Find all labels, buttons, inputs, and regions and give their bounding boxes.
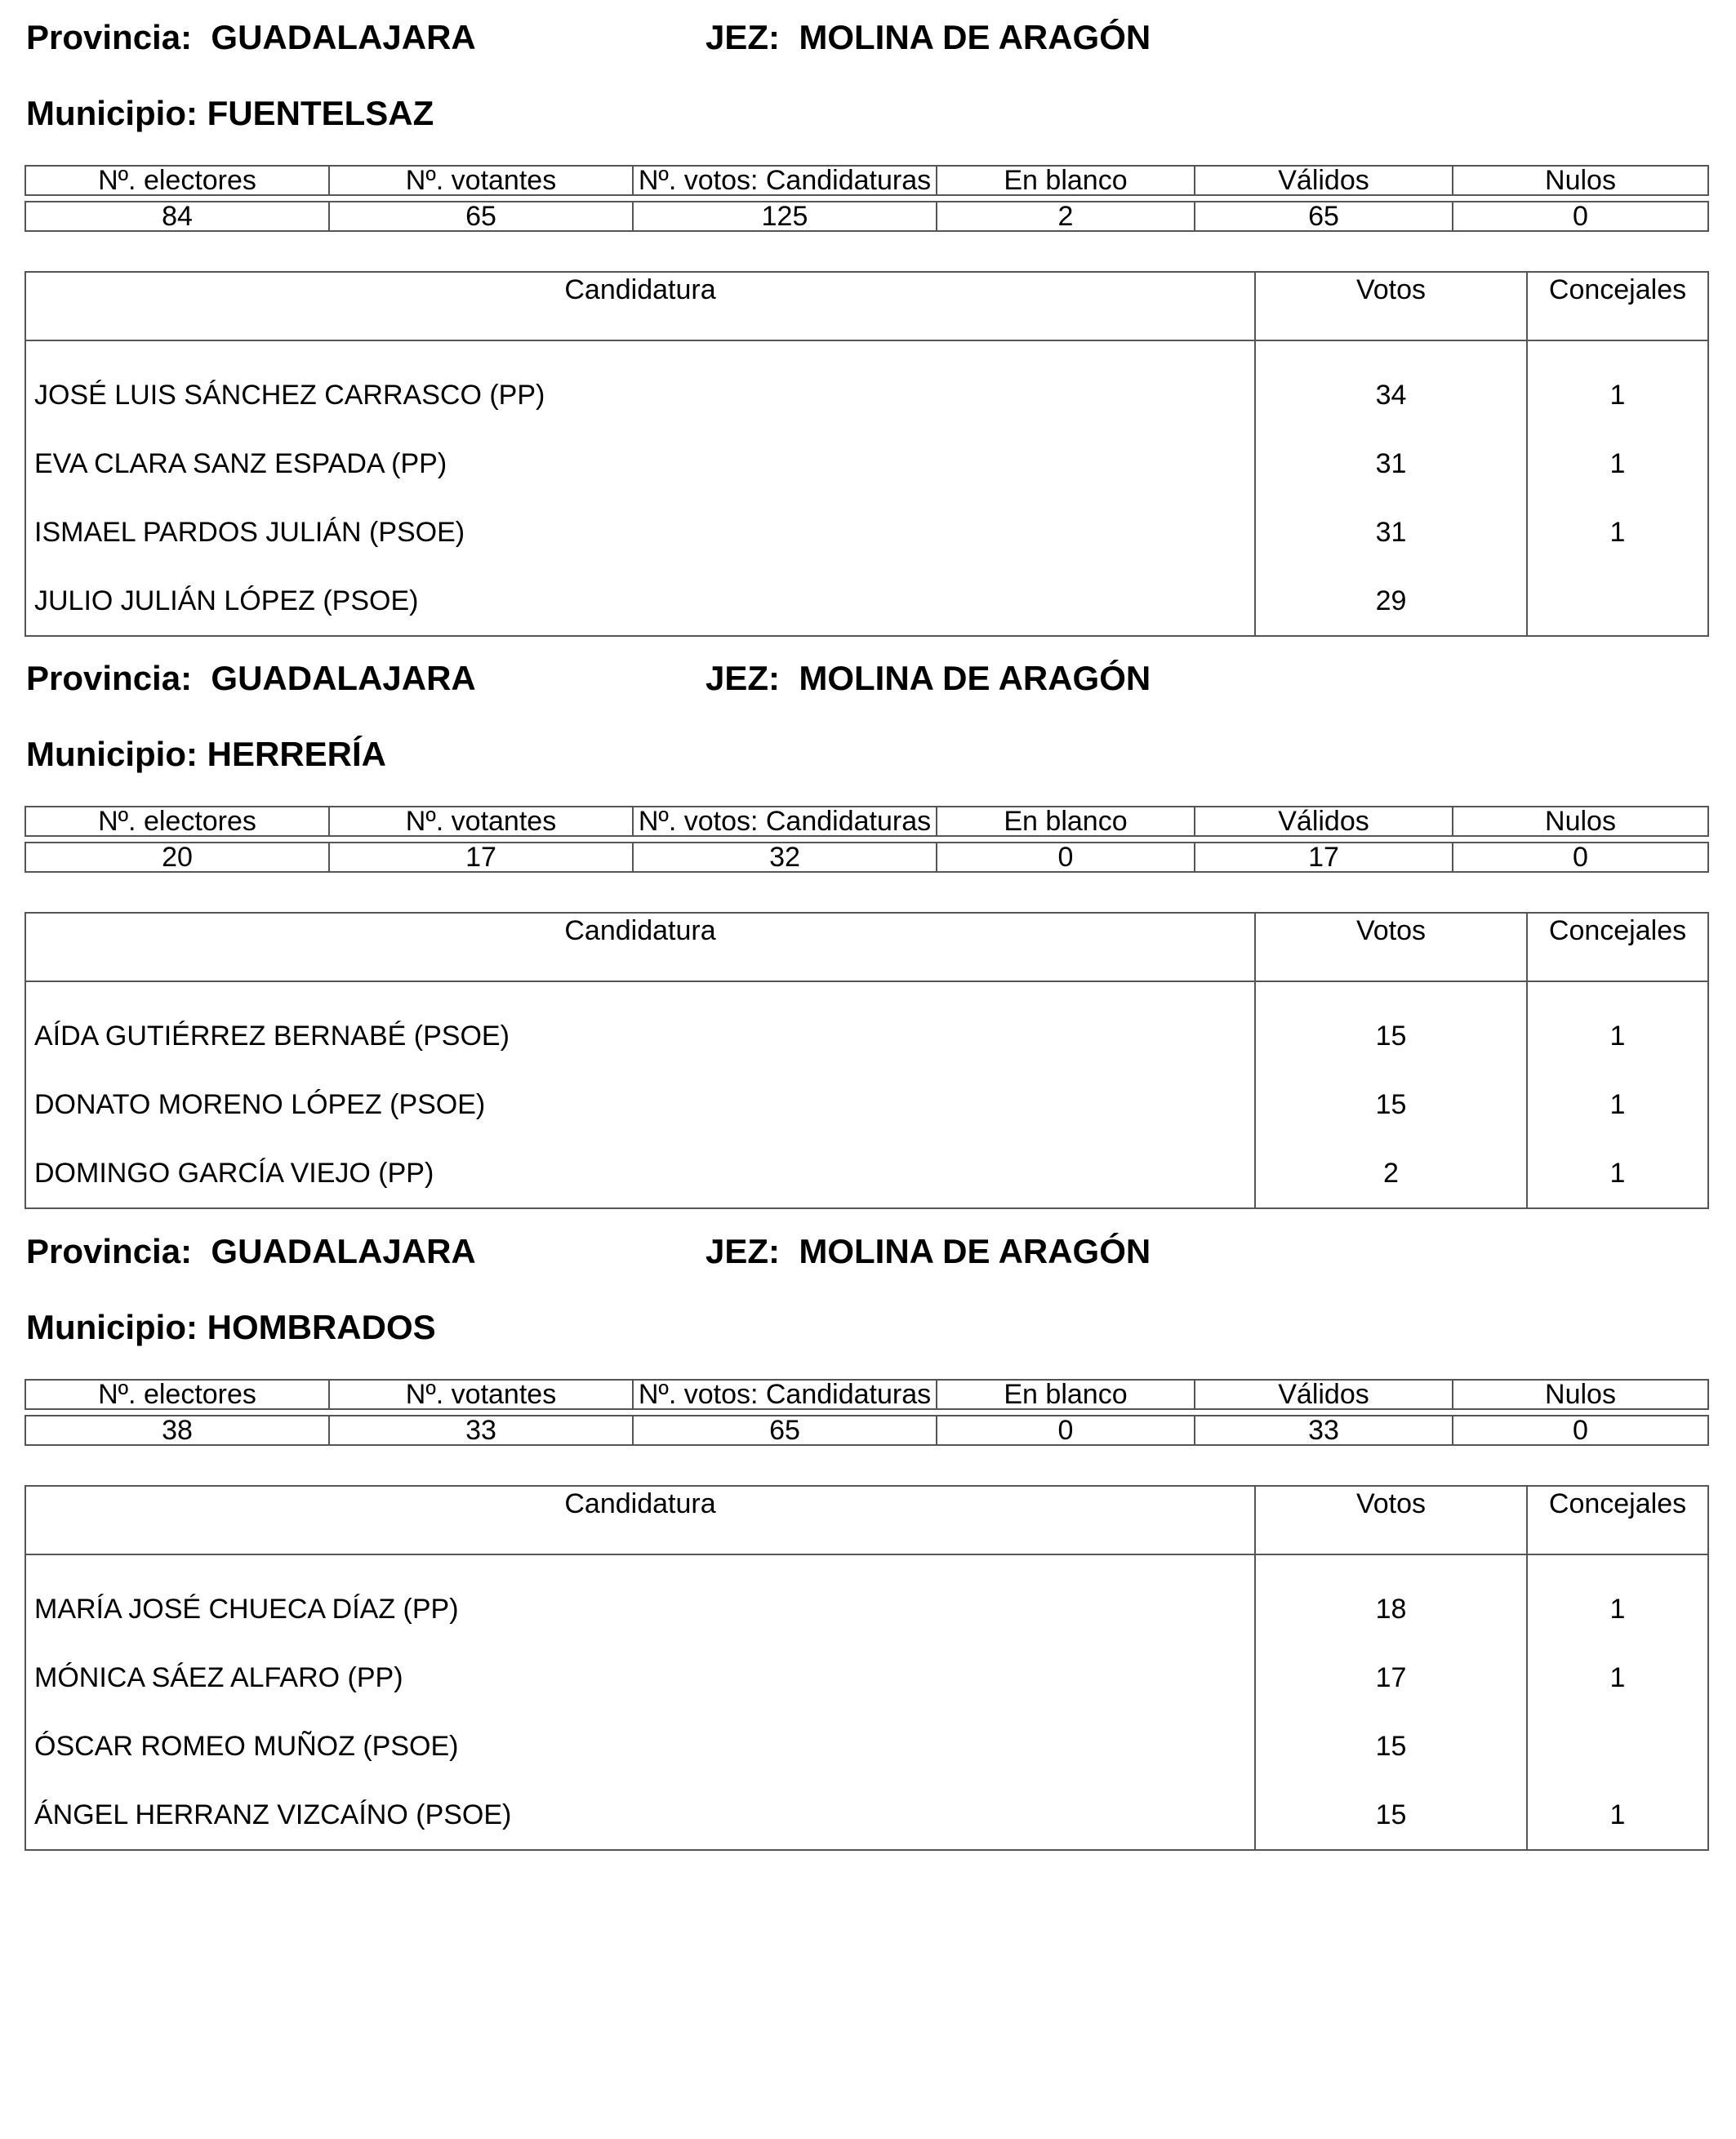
stats-header-table	[24, 806, 1709, 837]
stat-header: Nº. votos: Candidaturas	[633, 807, 937, 836]
candidate-concejales	[1527, 567, 1708, 636]
stat-value: 0	[1453, 843, 1708, 872]
stat-header: Nº. votantes	[329, 1380, 633, 1409]
stat-value: 17	[329, 843, 633, 872]
cand-header-concejales: Concejales	[1527, 272, 1708, 340]
jez-block	[706, 1234, 1151, 1269]
stat-header: Nº. electores	[25, 1380, 329, 1409]
candidate-name: JULIO JULIÁN LÓPEZ (PSOE)	[25, 567, 1255, 636]
jez-label: JEZ:	[706, 659, 781, 697]
candidate-concejales: 1	[1527, 981, 1708, 1070]
stat-header: Nº. electores	[25, 807, 329, 836]
stat-value: 0	[937, 1416, 1195, 1445]
jez-block	[706, 661, 1151, 696]
jez-label: JEZ:	[706, 18, 781, 56]
candidate-concejales: 1	[1527, 1781, 1708, 1850]
stat-value: 17	[1195, 843, 1453, 872]
candidate-name: ISMAEL PARDOS JULIÁN (PSOE)	[25, 498, 1255, 567]
jez-value: MOLINA DE ARAGÓN	[799, 1232, 1151, 1270]
stat-header: Nulos	[1453, 807, 1708, 836]
jez-block	[706, 20, 1151, 55]
candidate-votos: 15	[1255, 981, 1527, 1070]
candidates-table	[24, 271, 1709, 637]
stat-value: 0	[1453, 1416, 1708, 1445]
provincia-value: GUADALAJARA	[211, 659, 476, 697]
stat-header: En blanco	[937, 1380, 1195, 1409]
provincia-value: GUADALAJARA	[211, 18, 476, 56]
candidate-name: EVA CLARA SANZ ESPADA (PP)	[25, 429, 1255, 498]
table-row	[25, 1139, 1708, 1208]
municipio-value: FUENTELSAZ	[207, 94, 434, 132]
municipality-section	[24, 1230, 1707, 1851]
candidate-concejales	[1527, 1712, 1708, 1781]
provincia-value: GUADALAJARA	[211, 1232, 476, 1270]
stat-header: Nº. votos: Candidaturas	[633, 1380, 937, 1409]
stat-value: 38	[25, 1416, 329, 1445]
stat-header: Nº. votos: Candidaturas	[633, 166, 937, 195]
stat-header: En blanco	[937, 166, 1195, 195]
candidate-votos: 29	[1255, 567, 1527, 636]
candidate-votos: 18	[1255, 1554, 1527, 1643]
stat-header: En blanco	[937, 807, 1195, 836]
municipio-label: Municipio:	[26, 94, 198, 132]
municipio-line	[26, 96, 434, 131]
candidate-votos: 17	[1255, 1643, 1527, 1712]
provincia-label: Provincia:	[26, 659, 193, 697]
candidate-votos: 31	[1255, 498, 1527, 567]
stat-header: Nº. votantes	[329, 166, 633, 195]
stat-value: 84	[25, 202, 329, 231]
cand-header-votos: Votos	[1255, 272, 1527, 340]
jez-label: JEZ:	[706, 1232, 781, 1270]
candidate-name: ÓSCAR ROMEO MUÑOZ (PSOE)	[25, 1712, 1255, 1781]
municipio-value: HERRERÍA	[207, 735, 386, 773]
cand-header-votos: Votos	[1255, 1486, 1527, 1554]
stat-value: 0	[937, 843, 1195, 872]
provincia-line	[26, 659, 1151, 697]
table-row	[25, 1070, 1708, 1139]
stat-header: Nº. votantes	[329, 807, 633, 836]
candidate-concejales: 1	[1527, 429, 1708, 498]
stat-header: Nulos	[1453, 1380, 1708, 1409]
stat-value: 33	[1195, 1416, 1453, 1445]
candidate-name: DOMINGO GARCÍA VIEJO (PP)	[25, 1139, 1255, 1208]
table-row	[25, 1554, 1708, 1643]
candidate-concejales: 1	[1527, 1070, 1708, 1139]
candidate-concejales: 1	[1527, 1139, 1708, 1208]
table-row	[25, 498, 1708, 567]
candidate-name: JOSÉ LUIS SÁNCHEZ CARRASCO (PP)	[25, 340, 1255, 429]
municipio-label: Municipio:	[26, 735, 198, 773]
stat-header: Válidos	[1195, 166, 1453, 195]
stats-values-table	[24, 1415, 1709, 1446]
cand-header-votos: Votos	[1255, 913, 1527, 981]
stat-value: 0	[1453, 202, 1708, 231]
table-row	[25, 429, 1708, 498]
stat-value: 32	[633, 843, 937, 872]
candidate-concejales: 1	[1527, 498, 1708, 567]
candidate-concejales: 1	[1527, 1554, 1708, 1643]
table-row	[25, 1643, 1708, 1712]
jez-value: MOLINA DE ARAGÓN	[799, 18, 1151, 56]
candidate-concejales: 1	[1527, 340, 1708, 429]
provincia-label: Provincia:	[26, 18, 193, 56]
table-row	[25, 1712, 1708, 1781]
candidate-votos: 15	[1255, 1712, 1527, 1781]
candidate-votos: 31	[1255, 429, 1527, 498]
stat-value: 65	[633, 1416, 937, 1445]
stats-values-table	[24, 842, 1709, 873]
stat-value: 2	[937, 202, 1195, 231]
stat-header: Válidos	[1195, 1380, 1453, 1409]
municipality-section	[24, 657, 1707, 1196]
cand-header-candidatura: Candidatura	[25, 272, 1255, 340]
candidate-name: MARÍA JOSÉ CHUECA DÍAZ (PP)	[25, 1554, 1255, 1643]
provincia-label: Provincia:	[26, 1232, 193, 1270]
stat-header: Válidos	[1195, 807, 1453, 836]
candidate-votos: 2	[1255, 1139, 1527, 1208]
candidate-votos: 15	[1255, 1070, 1527, 1139]
stat-value: 20	[25, 843, 329, 872]
table-row	[25, 340, 1708, 429]
jez-value: MOLINA DE ARAGÓN	[799, 659, 1151, 697]
candidate-concejales: 1	[1527, 1643, 1708, 1712]
stat-value: 33	[329, 1416, 633, 1445]
stats-header-table	[24, 165, 1709, 196]
candidates-table	[24, 912, 1709, 1209]
municipio-label: Municipio:	[26, 1308, 198, 1346]
candidate-name: AÍDA GUTIÉRREZ BERNABÉ (PSOE)	[25, 981, 1255, 1070]
table-row	[25, 1781, 1708, 1850]
stats-header-table	[24, 1379, 1709, 1410]
municipio-line	[26, 737, 386, 772]
candidate-name: ÁNGEL HERRANZ VIZCAÍNO (PSOE)	[25, 1781, 1255, 1850]
cand-header-concejales: Concejales	[1527, 1486, 1708, 1554]
cand-header-concejales: Concejales	[1527, 913, 1708, 981]
stat-value: 125	[633, 202, 937, 231]
provincia-line	[26, 18, 1151, 56]
cand-header-candidatura: Candidatura	[25, 913, 1255, 981]
stats-values-table	[24, 201, 1709, 232]
municipio-line	[26, 1310, 436, 1345]
stat-value: 65	[329, 202, 633, 231]
candidates-table	[24, 1485, 1709, 1851]
candidate-votos: 34	[1255, 340, 1527, 429]
table-row	[25, 981, 1708, 1070]
provincia-line	[26, 1232, 1151, 1270]
stat-header: Nº. electores	[25, 166, 329, 195]
stat-header: Nulos	[1453, 166, 1708, 195]
table-row	[25, 567, 1708, 636]
municipality-section	[24, 16, 1707, 620]
cand-header-candidatura: Candidatura	[25, 1486, 1255, 1554]
candidate-votos: 15	[1255, 1781, 1527, 1850]
candidate-name: DONATO MORENO LÓPEZ (PSOE)	[25, 1070, 1255, 1139]
candidate-name: MÓNICA SÁEZ ALFARO (PP)	[25, 1643, 1255, 1712]
municipio-value: HOMBRADOS	[207, 1308, 436, 1346]
stat-value: 65	[1195, 202, 1453, 231]
